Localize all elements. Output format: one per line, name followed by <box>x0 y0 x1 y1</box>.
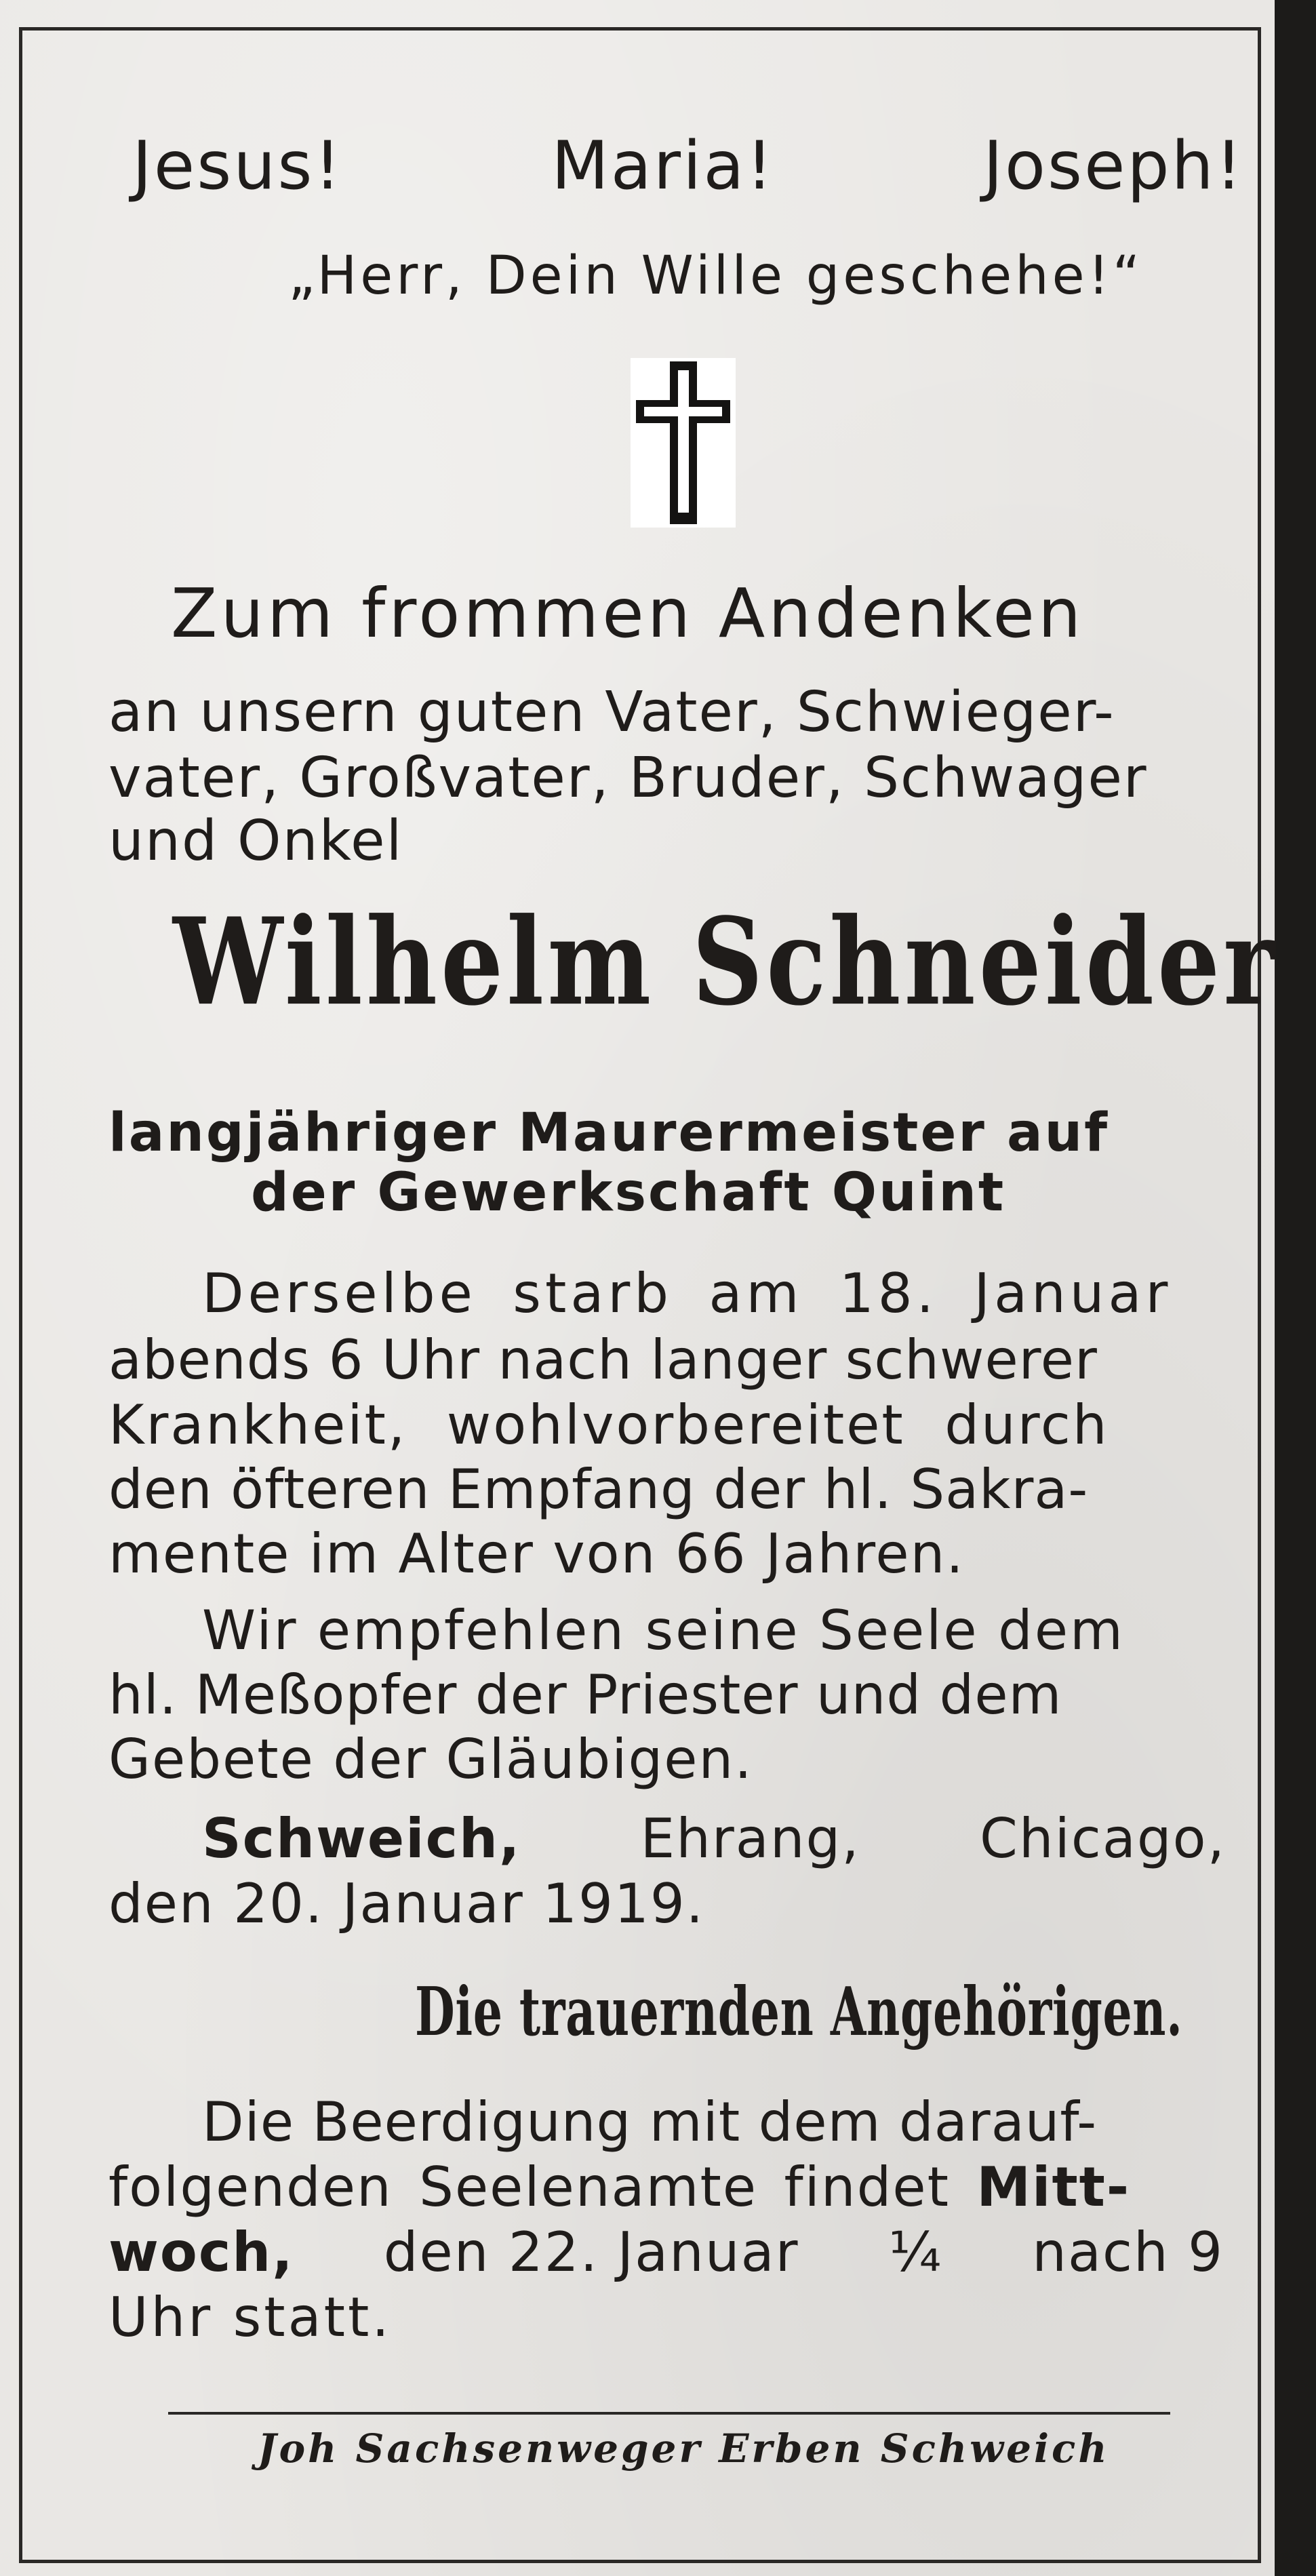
invocation-jesus: Jesus! <box>132 127 343 205</box>
death-line-5: mente im Alter von 66 Jahren. <box>108 1522 965 1585</box>
burial-line-1: Die Beerdigung mit dem darauf- <box>202 2090 1098 2154</box>
burial-line-2-bold: Mitt- <box>976 2156 1131 2219</box>
intro-line-3: und Onkel <box>108 809 403 873</box>
burial-line-2 <box>108 2156 1131 2219</box>
place-chicago: Chicago, <box>980 1807 1226 1870</box>
footer-rule <box>168 2412 1170 2415</box>
prayer-line-3: Gebete der Gläubigen. <box>108 1728 753 1791</box>
place-line <box>202 1807 1226 1870</box>
place-schweich: Schweich, <box>202 1807 521 1870</box>
burial-line-2-text: folgenden Seelenamte findet <box>108 2156 950 2219</box>
burial-line-4: Uhr statt. <box>108 2286 392 2349</box>
death-line-1: Derselbe starb am 18. Januar <box>202 1262 1172 1325</box>
deceased-name: Wilhelm Schneider <box>173 891 1279 1033</box>
intro-line-1: an unsern guten Vater, Schwieger- <box>108 680 1115 745</box>
heading-andenken: Zum frommen Andenken <box>171 574 1085 653</box>
quote: „Herr, Dein Wille geschehe!“ <box>288 245 1144 306</box>
death-line-3: Krankheit, wohlvorbereitet durch <box>108 1393 1109 1457</box>
invocation-maria: Maria! <box>551 127 775 205</box>
signature: Die trauernden Angehörigen. <box>415 1973 1183 2052</box>
death-line-2: abends 6 Uhr nach langer schwerer <box>108 1328 1098 1391</box>
occupation-line-2: der Gewerkschaft Quint <box>251 1162 1006 1223</box>
burial-fraction: ¼ <box>888 2221 943 2284</box>
occupation-line-1: langjähriger Maurermeister auf <box>108 1103 1110 1164</box>
burial-line-3-text: den 22. Januar <box>383 2221 799 2284</box>
prayer-line-1: Wir empfehlen seine Seele dem <box>202 1599 1125 1662</box>
intro-line-2: vater, Großvater, Bruder, Schwager <box>108 746 1148 810</box>
burial-line-3-end: nach 9 <box>1032 2221 1224 2284</box>
invocations <box>132 127 1244 205</box>
death-line-4: den öfteren Empfang der hl. Sakra- <box>108 1458 1089 1521</box>
cross-icon <box>631 358 736 528</box>
place-ehrang: Ehrang, <box>640 1807 860 1870</box>
burial-line-3 <box>108 2221 1224 2284</box>
invocation-joseph: Joseph! <box>983 127 1244 205</box>
date-line: den 20. Januar 1919. <box>108 1872 705 1935</box>
printer-imprint: Joh Sachsenweger Erben Schweich <box>258 2425 1110 2472</box>
prayer-line-2: hl. Meßopfer der Priester und dem <box>108 1663 1062 1726</box>
burial-line-3-bold: woch, <box>108 2221 294 2284</box>
